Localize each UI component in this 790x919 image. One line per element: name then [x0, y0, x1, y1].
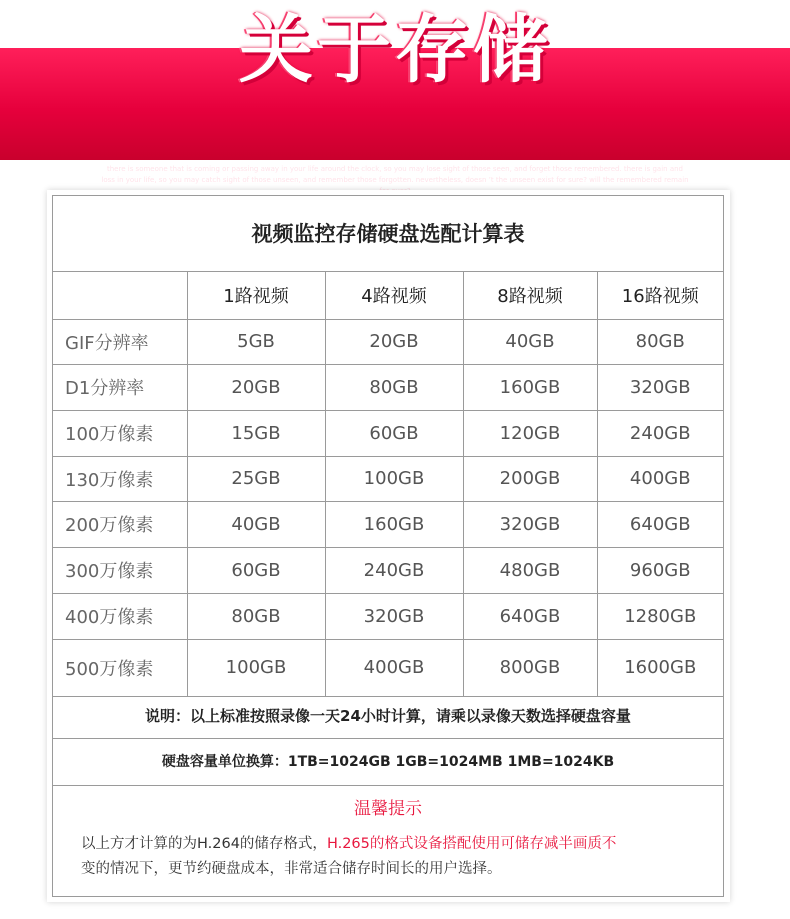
table-cell: 320GB [597, 364, 723, 410]
table-header-row [53, 272, 723, 319]
storage-grid [53, 272, 723, 697]
table-cell: 400GB [325, 639, 463, 696]
row-label: D1分辨率 [53, 364, 187, 410]
header-cell: 4路视频 [325, 272, 463, 319]
table-row [53, 593, 723, 639]
table-cell: 5GB [187, 319, 325, 364]
unit-conversion-note: 硬盘容量单位换算：1TB=1024GB 1GB=1024MB 1MB=1024KB [53, 739, 723, 786]
table-cell: 60GB [187, 547, 325, 593]
storage-table-panel [47, 190, 730, 902]
table-cell: 200GB [463, 456, 597, 501]
header-cell [53, 272, 187, 319]
table-cell: 80GB [597, 319, 723, 364]
row-label: 300万像素 [53, 547, 187, 593]
table-cell: 80GB [187, 593, 325, 639]
table-cell: 1600GB [597, 639, 723, 696]
table-cell: 100GB [325, 456, 463, 501]
table-cell: 400GB [597, 456, 723, 501]
table-cell: 160GB [463, 364, 597, 410]
row-label: 100万像素 [53, 410, 187, 456]
table-row [53, 639, 723, 696]
tips-text-part1: 以上方才计算的为H.264的储存格式， [81, 836, 327, 852]
table-cell: 1280GB [597, 593, 723, 639]
tips-text-part3: 变的情况下，更节约硬盘成本，非常适合储存时间长的用户选择。 [81, 861, 502, 877]
table-cell: 320GB [463, 501, 597, 547]
row-label: GIF分辨率 [53, 319, 187, 364]
row-label: 400万像素 [53, 593, 187, 639]
tips-text-part2: H.265的格式设备搭配使用可储存减半画质不 [326, 836, 617, 852]
table-row [53, 364, 723, 410]
header-cell: 1路视频 [187, 272, 325, 319]
table-cell: 800GB [463, 639, 597, 696]
table-cell: 160GB [325, 501, 463, 547]
storage-table [52, 195, 724, 897]
table-cell: 15GB [187, 410, 325, 456]
header-cell: 16路视频 [597, 272, 723, 319]
table-row [53, 547, 723, 593]
table-cell: 240GB [597, 410, 723, 456]
header-cell: 8路视频 [463, 272, 597, 319]
table-cell: 320GB [325, 593, 463, 639]
table-row [53, 319, 723, 364]
table-cell: 60GB [325, 410, 463, 456]
table-cell: 20GB [187, 364, 325, 410]
table-cell: 120GB [463, 410, 597, 456]
table-row [53, 410, 723, 456]
row-label: 130万像素 [53, 456, 187, 501]
banner-subtitle: there is someone that is coming or passing away in your life around the clock, so you may lose sight of those seen, and forget those remembered. there is gain and loss in your life, so you may catch sight of those unseen, and remember those forgotten. nevertheless, doesn ’t the unseen exist for sure? will the remembered remain [101, 165, 689, 184]
table-cell: 40GB [463, 319, 597, 364]
tips-text [81, 832, 691, 882]
table-cell: 100GB [187, 639, 325, 696]
table-cell: 480GB [463, 547, 597, 593]
banner-title: 关于存储 [239, 7, 551, 93]
table-title: 视频监控存储硬盘选配计算表 [53, 196, 723, 272]
row-label: 200万像素 [53, 501, 187, 547]
table-cell: 25GB [187, 456, 325, 501]
table-cell: 40GB [187, 501, 325, 547]
table-row [53, 501, 723, 547]
table-cell: 640GB [597, 501, 723, 547]
table-cell: 240GB [325, 547, 463, 593]
table-cell: 640GB [463, 593, 597, 639]
table-row [53, 456, 723, 501]
calculation-note: 说明：以上标准按照录像一天24小时计算，请乘以录像天数选择硬盘容量 [53, 693, 723, 739]
table-cell: 80GB [325, 364, 463, 410]
row-label: 500万像素 [53, 639, 187, 696]
table-cell: 20GB [325, 319, 463, 364]
tips-title: 温馨提示 [354, 799, 422, 819]
table-cell: 960GB [597, 547, 723, 593]
